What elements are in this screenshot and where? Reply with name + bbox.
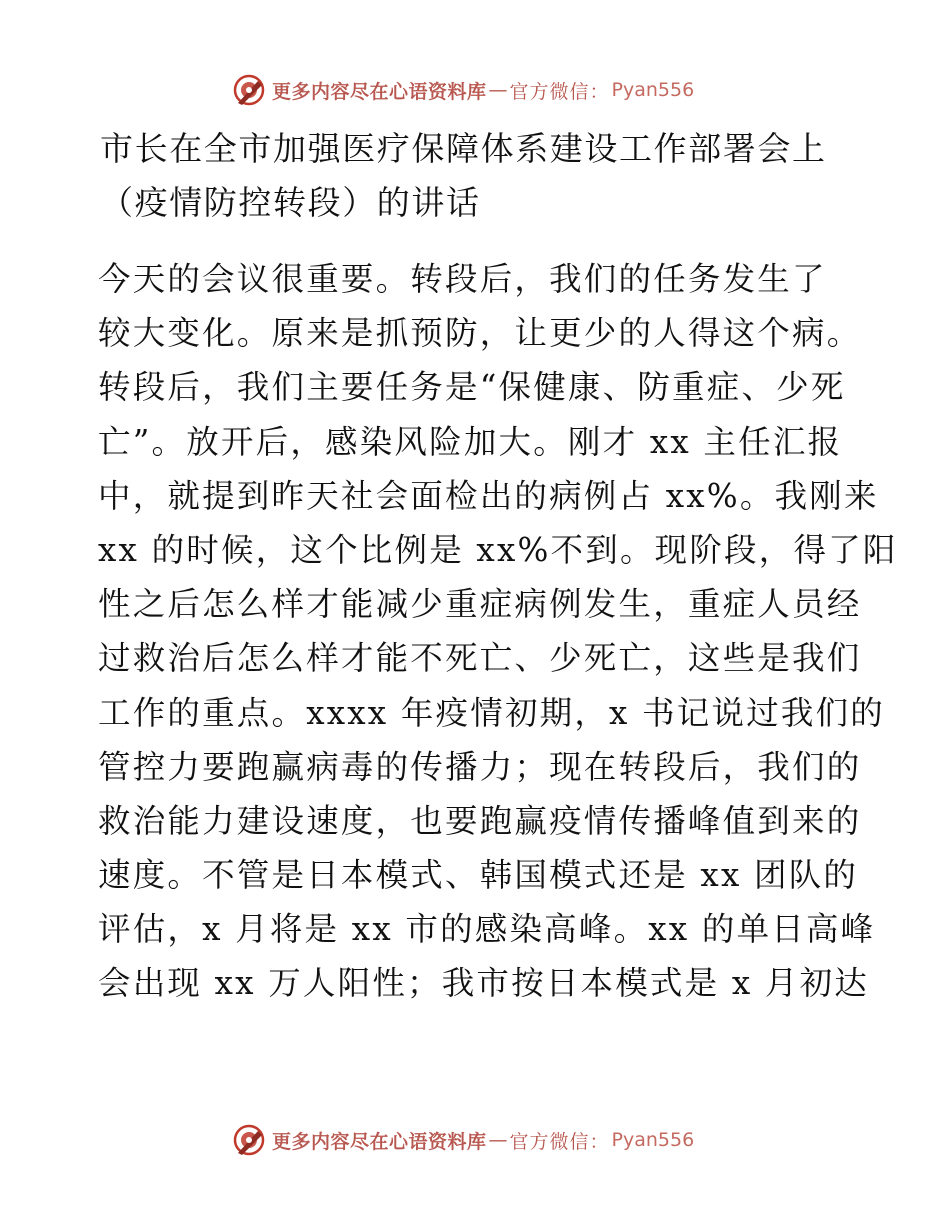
body-line: 工作的重点。xxxx 年疫情初期，x 书记说过我们的 <box>98 693 886 732</box>
footer-banner[interactable] <box>232 1120 694 1160</box>
brand-logo-icon <box>232 73 266 107</box>
body-line: 亡”。放开后，感染风险加大。刚才 xx 主任汇报 <box>98 422 843 461</box>
body-line: 速度。不管是日本模式、韩国模式还是 xx 团队的 <box>98 856 859 895</box>
body-line: 救治能力建设速度，也要跑赢疫情传播峰值到来的 <box>98 801 862 840</box>
title-line: 市长在全市加强医疗保障体系建设工作部署会上 <box>100 129 827 168</box>
banner-wechat-id: Pyan556 <box>611 1129 695 1151</box>
body-line: xx 的时候，这个比例是 xx%不到。现阶段，得了阳 <box>98 530 898 569</box>
body-line: 管控力要跑赢病毒的传播力；现在转段后，我们的 <box>98 747 862 786</box>
body-line: 过救治后怎么样才能不死亡、少死亡，这些是我们 <box>98 639 862 678</box>
banner-dash: — <box>488 79 508 101</box>
banner-wechat-label: 官方微信： <box>509 80 610 103</box>
title-line: （疫情防控转段）的讲话 <box>100 183 481 222</box>
body-line: 较大变化。原来是抓预防，让更少的人得这个病。 <box>98 314 862 353</box>
body-line: 评估，x 月将是 xx 市的感染高峰。xx 的单日高峰 <box>98 910 876 949</box>
body-line: 会出现 xx 万人阳性；我市按日本模式是 x 月初达 <box>98 964 870 1003</box>
banner-brand-text: 更多内容尽在心语资料库 <box>272 1130 487 1153</box>
body-line: 今天的会议很重要。转段后，我们的任务发生了 <box>98 260 827 298</box>
banner-wechat-id: Pyan556 <box>611 79 695 101</box>
header-banner[interactable] <box>232 70 694 110</box>
banner-dash: — <box>488 1129 508 1151</box>
body-line: 性之后怎么样才能减少重症病例发生，重症人员经 <box>98 585 862 624</box>
brand-logo-icon <box>232 1123 266 1157</box>
body-line: 中，就提到昨天社会面检出的病例占 xx%。我刚来 <box>98 476 879 515</box>
banner-wechat-label: 官方微信： <box>509 1130 610 1153</box>
body-paragraph <box>98 252 898 1011</box>
document-title <box>100 122 860 230</box>
body-line: 转段后，我们主要任务是“保健康、防重症、少死 <box>98 368 846 407</box>
banner-brand-text: 更多内容尽在心语资料库 <box>272 80 487 103</box>
